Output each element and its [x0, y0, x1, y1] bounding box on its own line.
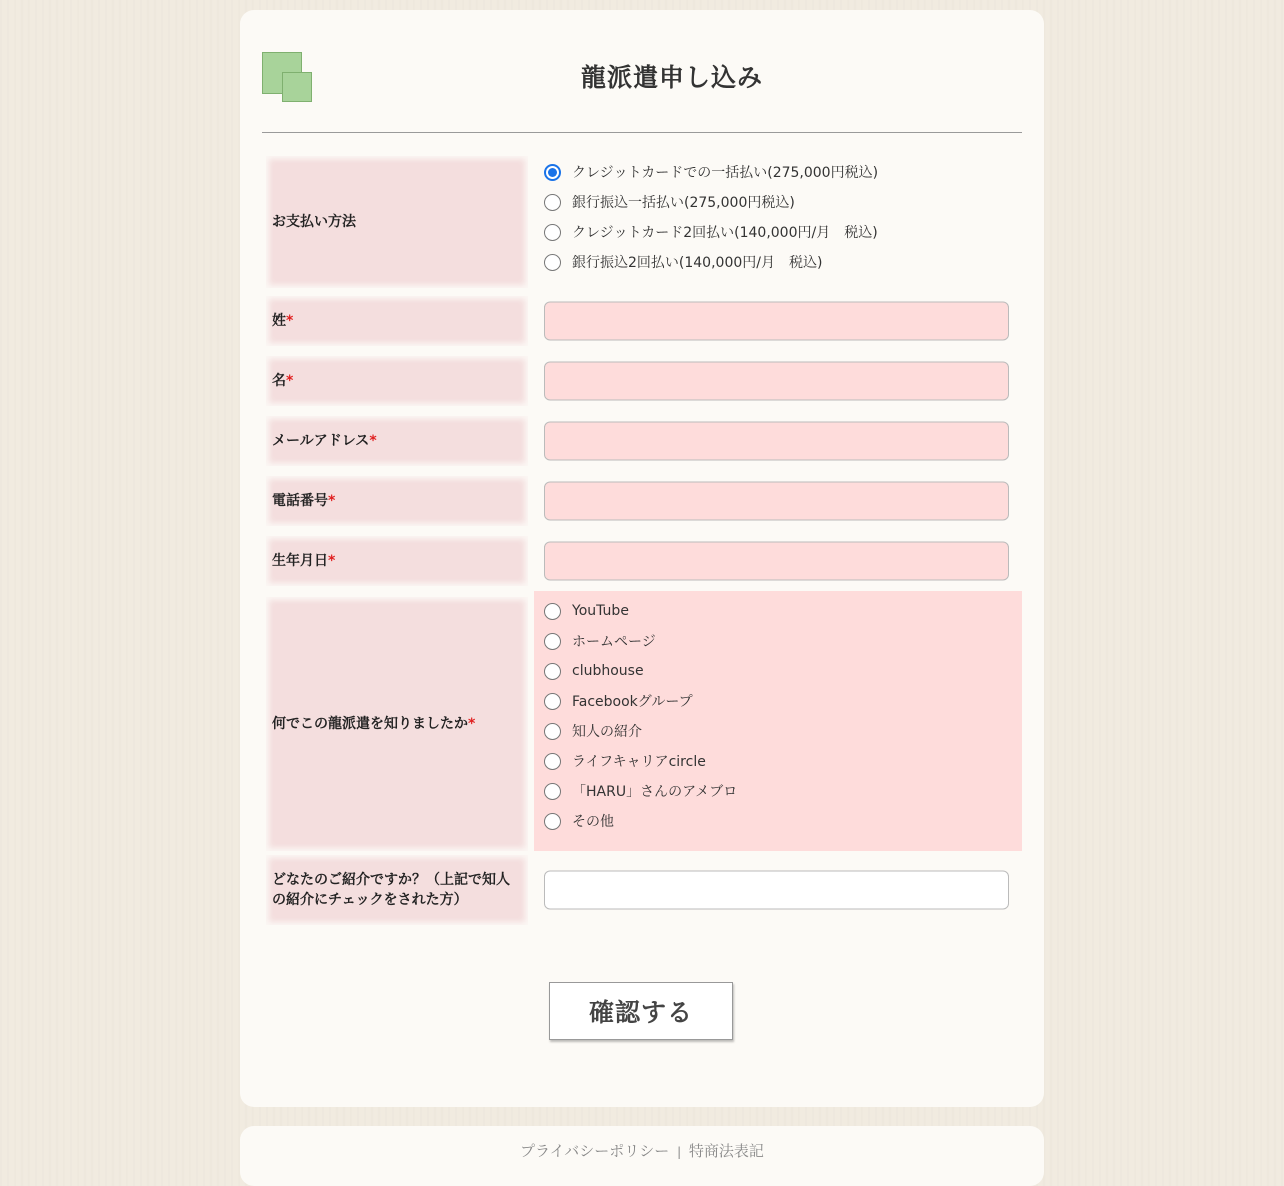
- payment-option-3[interactable]: クレジットカード2回払い(140,000円/月 税込): [544, 221, 878, 243]
- first-name-row: [266, 356, 1022, 406]
- source-option-youtube[interactable]: YouTube: [544, 600, 629, 622]
- radio-icon[interactable]: [544, 813, 561, 830]
- phone-row: [266, 476, 1022, 526]
- footer: [240, 1126, 1044, 1186]
- email-label: メールアドレス *: [266, 416, 528, 466]
- referrer-row: [266, 855, 1022, 925]
- referrer-label: どなたのご紹介ですか？（上記で知人 の紹介にチェックをされた方）: [266, 855, 528, 925]
- radio-icon[interactable]: [544, 633, 561, 650]
- email-input[interactable]: [544, 422, 1009, 461]
- source-option-lifecareer[interactable]: ライフキャリアcircle: [544, 750, 706, 772]
- privacy-policy-link[interactable]: プライバシーポリシー: [520, 1142, 670, 1160]
- source-radio-group: [544, 591, 1022, 851]
- confirm-button[interactable]: 確認する: [549, 982, 733, 1040]
- payment-option-4[interactable]: 銀行振込2回払い(140,000円/月 税込): [544, 251, 822, 273]
- title-divider: [262, 132, 1022, 133]
- page-title: 龍派遣申し込み: [580, 63, 763, 92]
- payment-row: [266, 156, 1022, 288]
- payment-radio-group: [544, 156, 1022, 288]
- source-option-haru-blog[interactable]: 「HARU」さんのアメブロ: [544, 780, 737, 802]
- source-row: [266, 591, 1022, 851]
- birthday-row: [266, 536, 1022, 586]
- radio-icon[interactable]: [544, 753, 561, 770]
- source-option-clubhouse[interactable]: clubhouse: [544, 660, 644, 682]
- last-name-row: [266, 296, 1022, 346]
- source-label: 何でこの龍派遣を知りましたか *: [266, 597, 528, 851]
- radio-icon[interactable]: [544, 693, 561, 710]
- radio-icon[interactable]: [544, 254, 561, 271]
- source-option-other[interactable]: その他: [544, 810, 614, 832]
- radio-icon[interactable]: [544, 224, 561, 241]
- radio-icon[interactable]: [544, 723, 561, 740]
- source-option-acquaintance[interactable]: 知人の紹介: [544, 720, 642, 742]
- phone-input[interactable]: [544, 482, 1009, 521]
- phone-label: 電話番号 *: [266, 476, 528, 526]
- commercial-law-link[interactable]: 特商法表記: [688, 1142, 764, 1160]
- email-row: [266, 416, 1022, 466]
- radio-icon[interactable]: [544, 603, 561, 620]
- last-name-input[interactable]: [544, 302, 1009, 341]
- payment-option-2[interactable]: 銀行振込一括払い(275,000円税込): [544, 191, 795, 213]
- payment-option-1[interactable]: クレジットカードでの一括払い(275,000円税込): [544, 161, 878, 183]
- birthday-label: 生年月日 *: [266, 536, 528, 586]
- radio-icon[interactable]: [544, 663, 561, 680]
- source-option-homepage[interactable]: ホームページ: [544, 630, 656, 652]
- first-name-input[interactable]: [544, 362, 1009, 401]
- form-card: [240, 10, 1044, 1107]
- radio-selected-icon[interactable]: [544, 164, 561, 181]
- referrer-input[interactable]: [544, 871, 1009, 910]
- radio-icon[interactable]: [544, 194, 561, 211]
- footer-separator: |: [677, 1145, 682, 1159]
- first-name-label: 名 *: [266, 356, 528, 406]
- last-name-label: 姓 *: [266, 296, 528, 346]
- radio-icon[interactable]: [544, 783, 561, 800]
- payment-label: お支払い方法: [266, 156, 528, 288]
- source-option-facebook[interactable]: Facebookグループ: [544, 690, 693, 712]
- birthday-input[interactable]: [544, 542, 1009, 581]
